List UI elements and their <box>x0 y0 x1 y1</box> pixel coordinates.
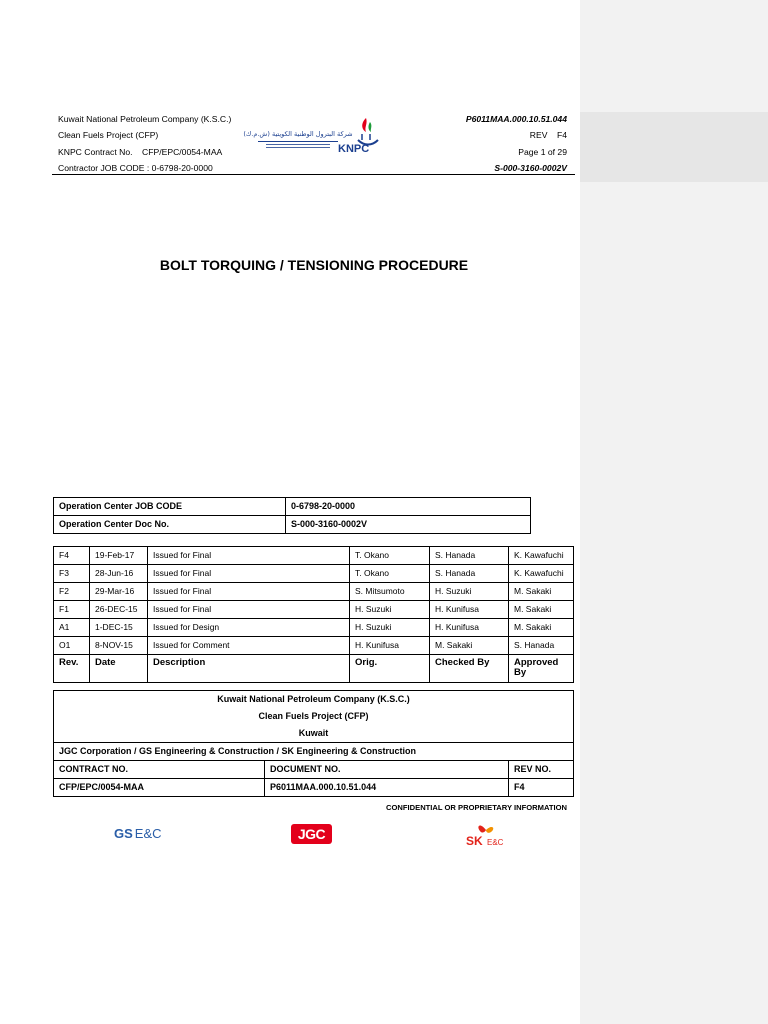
flame-icon <box>362 118 366 132</box>
cell-rev: F4 <box>54 547 90 565</box>
gs-logo-ec: E&C <box>134 826 162 841</box>
knpc-logo-text: KNPC <box>338 143 370 155</box>
col-header-description: Description <box>148 655 350 683</box>
knpc-arabic-name: شركة البترول الوطنية الكويتية (ش.م.ك) <box>243 130 353 138</box>
knpc-logo <box>238 112 388 156</box>
table-row <box>54 691 574 709</box>
contract-no-label: CONTRACT NO. <box>54 761 265 779</box>
cell-checked: M. Sakaki <box>430 637 509 655</box>
cell-date: 28-Jun-16 <box>90 565 148 583</box>
table-row <box>54 619 574 637</box>
document-title: BOLT TORQUING / TENSIONING PROCEDURE <box>159 257 469 273</box>
cell-rev: F2 <box>54 583 90 601</box>
cell-date: 8-NOV-15 <box>90 637 148 655</box>
cell-approved: S. Hanada <box>509 637 574 655</box>
leaf-icon <box>368 122 371 132</box>
col-header-approved: Approved By <box>509 655 574 683</box>
sk-ec-logo <box>466 822 516 850</box>
comment-sidebar-header <box>580 112 768 182</box>
table-row <box>54 725 574 743</box>
sk-logo-text: SK <box>466 834 483 848</box>
cell-checked: H. Kunifusa <box>430 619 509 637</box>
table-row <box>54 498 531 516</box>
jgc-logo-text: JGC <box>297 826 326 842</box>
confidential-notice: CONFIDENTIAL OR PROPRIETARY INFORMATION <box>386 803 567 812</box>
rev-no-value: F4 <box>509 779 574 797</box>
cell-date: 19-Feb-17 <box>90 547 148 565</box>
col-header-rev: Rev. <box>54 655 90 683</box>
col-header-date: Date <box>90 655 148 683</box>
document-no-value: P6011MAA.000.10.51.044 <box>265 779 509 797</box>
revision-header-row <box>54 655 574 683</box>
oc-label: Operation Center Doc No. <box>54 516 286 534</box>
table-row <box>54 583 574 601</box>
oc-label: Operation Center JOB CODE <box>54 498 286 516</box>
header-divider <box>52 174 575 175</box>
header-page: Page 1 of 29 <box>518 146 567 157</box>
cell-checked: H. Suzuki <box>430 583 509 601</box>
header-rev: REV F4 <box>529 130 567 141</box>
project-name: Clean Fuels Project (CFP) <box>54 708 574 725</box>
table-row <box>54 779 574 797</box>
cell-date: 1-DEC-15 <box>90 619 148 637</box>
header-company-line: Kuwait National Petroleum Company (K.S.C.) <box>58 114 232 124</box>
header-doc-number: P6011MAA.000.10.51.044 <box>465 114 567 124</box>
company-name: Kuwait National Petroleum Company (K.S.C.) <box>54 691 574 709</box>
table-row <box>54 601 574 619</box>
cell-approved: M. Sakaki <box>509 619 574 637</box>
cell-description: Issued for Final <box>148 547 350 565</box>
cell-description: Issued for Final <box>148 583 350 601</box>
cell-orig: T. Okano <box>350 547 430 565</box>
rev-no-label: REV NO. <box>509 761 574 779</box>
col-header-checked: Checked By <box>430 655 509 683</box>
col-header-orig: Orig. <box>350 655 430 683</box>
table-row <box>54 637 574 655</box>
oc-value: S-000-3160-0002V <box>286 516 531 534</box>
cell-rev: F1 <box>54 601 90 619</box>
cell-orig: T. Okano <box>350 565 430 583</box>
revision-table <box>53 546 574 683</box>
cell-approved: K. Kawafuchi <box>509 565 574 583</box>
cell-approved: M. Sakaki <box>509 583 574 601</box>
contract-no-value: CFP/EPC/0054-MAA <box>54 779 265 797</box>
company-block-table <box>53 690 574 797</box>
operation-center-table <box>53 497 531 534</box>
header-left-block <box>58 111 231 177</box>
cell-description: Issued for Comment <box>148 637 350 655</box>
cell-rev: O1 <box>54 637 90 655</box>
cell-orig: S. Mitsumoto <box>350 583 430 601</box>
sk-logo-ec: E&C <box>487 838 504 847</box>
cell-approved: M. Sakaki <box>509 601 574 619</box>
table-row <box>54 565 574 583</box>
table-row <box>54 743 574 761</box>
table-row <box>54 547 574 565</box>
header-project-line: Clean Fuels Project (CFP) <box>58 130 159 141</box>
cell-rev: A1 <box>54 619 90 637</box>
table-row <box>54 761 574 779</box>
cell-checked: H. Kunifusa <box>430 601 509 619</box>
jgc-logo <box>291 824 332 844</box>
cell-rev: F3 <box>54 565 90 583</box>
cell-date: 26-DEC-15 <box>90 601 148 619</box>
header-jobcode-line: Contractor JOB CODE : 0-6798-20-0000 <box>58 163 213 174</box>
cell-description: Issued for Final <box>148 565 350 583</box>
cell-description: Issued for Final <box>148 601 350 619</box>
cell-checked: S. Hanada <box>430 547 509 565</box>
gs-ec-logo <box>114 826 162 841</box>
contractors-line: JGC Corporation / GS Engineering & Construction / SK Engineering & Construction <box>54 743 574 761</box>
cell-orig: H. Suzuki <box>350 601 430 619</box>
document-no-label: DOCUMENT NO. <box>265 761 509 779</box>
cell-orig: H. Suzuki <box>350 619 430 637</box>
table-row <box>54 708 574 725</box>
cell-date: 29-Mar-16 <box>90 583 148 601</box>
header-sub-doc-number: S-000-3160-0002V <box>494 163 567 174</box>
oc-value: 0-6798-20-0000 <box>286 498 531 516</box>
table-row <box>54 516 531 534</box>
header-right-block <box>466 111 567 177</box>
cell-description: Issued for Design <box>148 619 350 637</box>
country-name: Kuwait <box>54 725 574 743</box>
cell-orig: H. Kunifusa <box>350 637 430 655</box>
cell-approved: K. Kawafuchi <box>509 547 574 565</box>
gs-logo-text: GS <box>114 826 133 841</box>
cell-checked: S. Hanada <box>430 565 509 583</box>
header-contract-line: KNPC Contract No. CFP/EPC/0054-MAA <box>58 146 223 157</box>
